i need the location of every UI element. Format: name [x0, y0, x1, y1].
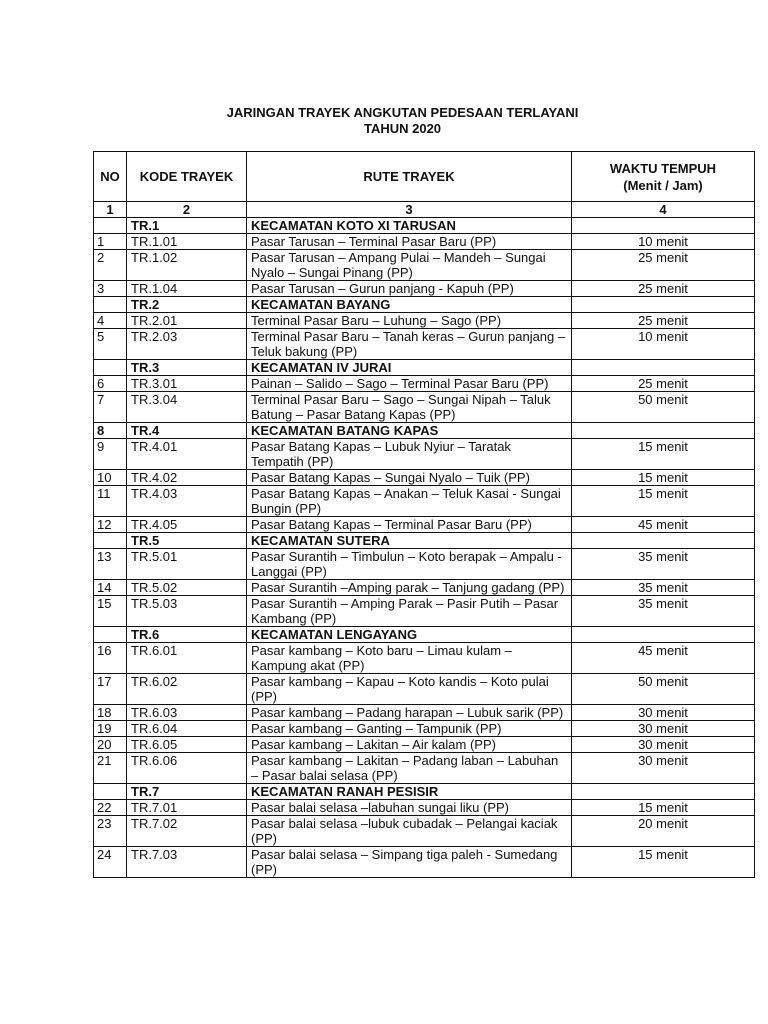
column-number: 3 [247, 202, 572, 218]
cell-rute-trayek: Pasar kambang – Lakitan – Air kalam (PP) [247, 737, 572, 753]
cell-waktu-tempuh: 10 menit [572, 329, 755, 360]
cell-waktu-tempuh: 50 menit [572, 674, 755, 705]
cell-rute-trayek: Terminal Pasar Baru – Luhung – Sago (PP) [247, 313, 572, 329]
table-row [94, 470, 755, 486]
cell-waktu-tempuh: 25 menit [572, 376, 755, 392]
cell-rute-trayek: Pasar Tarusan – Gurun panjang - Kapuh (PP) [247, 281, 572, 297]
table-row [94, 800, 755, 816]
table-row [94, 250, 755, 281]
cell-kode-trayek: TR.5 [127, 533, 247, 549]
cell-rute-trayek: Pasar Batang Kapas – Sungai Nyalo – Tuik (PP) [247, 470, 572, 486]
cell-waktu-tempuh [572, 423, 755, 439]
group-row [94, 533, 755, 549]
cell-waktu-tempuh: 15 menit [572, 439, 755, 470]
cell-rute-trayek: KECAMATAN RANAH PESISIR [247, 784, 572, 800]
cell-no [94, 218, 127, 234]
header-no: NO [94, 152, 127, 202]
table-row [94, 596, 755, 627]
cell-rute-trayek: Terminal Pasar Baru – Sago – Sungai Nipah – Taluk Batung – Pasar Batang Kapas (PP) [247, 392, 572, 423]
table-row [94, 753, 755, 784]
table-row [94, 313, 755, 329]
table-row [94, 643, 755, 674]
cell-rute-trayek: Pasar balai selasa –lubuk cubadak – Pelangai kaciak (PP) [247, 816, 572, 847]
cell-waktu-tempuh: 20 menit [572, 816, 755, 847]
table-row [94, 329, 755, 360]
cell-rute-trayek: Pasar kambang – Ganting – Tampunik (PP) [247, 721, 572, 737]
header-kode-trayek: KODE TRAYEK [127, 152, 247, 202]
cell-kode-trayek: TR.2.03 [127, 329, 247, 360]
cell-no [94, 360, 127, 376]
table-row [94, 737, 755, 753]
cell-waktu-tempuh [572, 360, 755, 376]
cell-kode-trayek: TR.5.01 [127, 549, 247, 580]
table-row [94, 234, 755, 250]
cell-waktu-tempuh [572, 533, 755, 549]
cell-rute-trayek: KECAMATAN SUTERA [247, 533, 572, 549]
column-number: 1 [94, 202, 127, 218]
cell-kode-trayek: TR.6.01 [127, 643, 247, 674]
cell-rute-trayek: Pasar Tarusan – Terminal Pasar Baru (PP) [247, 234, 572, 250]
cell-waktu-tempuh: 10 menit [572, 234, 755, 250]
cell-no: 18 [94, 705, 127, 721]
cell-waktu-tempuh: 30 menit [572, 705, 755, 721]
cell-waktu-tempuh: 15 menit [572, 470, 755, 486]
table-row [94, 392, 755, 423]
cell-rute-trayek: Pasar kambang – Padang harapan – Lubuk sarik (PP) [247, 705, 572, 721]
cell-rute-trayek: Pasar Batang Kapas – Anakan – Teluk Kasai - Sungai Bungin (PP) [247, 486, 572, 517]
cell-kode-trayek: TR.3.01 [127, 376, 247, 392]
cell-no: 20 [94, 737, 127, 753]
cell-kode-trayek: TR.6.05 [127, 737, 247, 753]
cell-waktu-tempuh: 45 menit [572, 517, 755, 533]
cell-rute-trayek: Painan – Salido – Sago – Terminal Pasar Baru (PP) [247, 376, 572, 392]
cell-kode-trayek: TR.7.03 [127, 847, 247, 878]
cell-rute-trayek: Terminal Pasar Baru – Tanah keras – Gurun panjang – Teluk bakung (PP) [247, 329, 572, 360]
table-row [94, 721, 755, 737]
cell-no: 6 [94, 376, 127, 392]
header-row [94, 152, 755, 202]
cell-no: 10 [94, 470, 127, 486]
cell-kode-trayek: TR.1.04 [127, 281, 247, 297]
table-body [94, 218, 755, 878]
cell-rute-trayek: Pasar Tarusan – Ampang Pulai – Mandeh – Sungai Nyalo – Sungai Pinang (PP) [247, 250, 572, 281]
cell-no: 2 [94, 250, 127, 281]
cell-no [94, 627, 127, 643]
cell-waktu-tempuh: 30 menit [572, 753, 755, 784]
cell-waktu-tempuh: 35 menit [572, 549, 755, 580]
cell-kode-trayek: TR.4.03 [127, 486, 247, 517]
cell-rute-trayek: Pasar balai selasa –labuhan sungai liku (PP) [247, 800, 572, 816]
cell-no: 9 [94, 439, 127, 470]
cell-waktu-tempuh: 30 menit [572, 737, 755, 753]
cell-waktu-tempuh: 45 menit [572, 643, 755, 674]
cell-no: 16 [94, 643, 127, 674]
group-row [94, 784, 755, 800]
cell-rute-trayek: Pasar kambang – Kapau – Koto kandis – Koto pulai (PP) [247, 674, 572, 705]
table-row [94, 439, 755, 470]
cell-waktu-tempuh: 15 menit [572, 486, 755, 517]
cell-waktu-tempuh: 35 menit [572, 580, 755, 596]
cell-kode-trayek: TR.7.02 [127, 816, 247, 847]
cell-rute-trayek: Pasar Surantih –Amping parak – Tanjung gadang (PP) [247, 580, 572, 596]
table-row [94, 549, 755, 580]
group-row [94, 360, 755, 376]
cell-kode-trayek: TR.5.03 [127, 596, 247, 627]
cell-kode-trayek: TR.1.01 [127, 234, 247, 250]
cell-kode-trayek: TR.3.04 [127, 392, 247, 423]
cell-no: 11 [94, 486, 127, 517]
cell-rute-trayek: Pasar Surantih – Amping Parak – Pasir Putih – Pasar Kambang (PP) [247, 596, 572, 627]
cell-kode-trayek: TR.6.06 [127, 753, 247, 784]
cell-waktu-tempuh: 35 menit [572, 596, 755, 627]
cell-no: 5 [94, 329, 127, 360]
cell-kode-trayek: TR.6 [127, 627, 247, 643]
table-row [94, 281, 755, 297]
cell-kode-trayek: TR.1.02 [127, 250, 247, 281]
cell-rute-trayek: KECAMATAN BAYANG [247, 297, 572, 313]
cell-no: 15 [94, 596, 127, 627]
cell-kode-trayek: TR.3 [127, 360, 247, 376]
cell-no: 22 [94, 800, 127, 816]
table-row [94, 705, 755, 721]
cell-rute-trayek: Pasar kambang – Lakitan – Padang laban – Labuhan – Pasar balai selasa (PP) [247, 753, 572, 784]
cell-no: 24 [94, 847, 127, 878]
cell-rute-trayek: Pasar Batang Kapas – Lubuk Nyiur – Taratak Tempatih (PP) [247, 439, 572, 470]
table-row [94, 847, 755, 878]
cell-rute-trayek: Pasar Batang Kapas – Terminal Pasar Baru (PP) [247, 517, 572, 533]
cell-waktu-tempuh: 25 menit [572, 250, 755, 281]
cell-kode-trayek: TR.6.04 [127, 721, 247, 737]
cell-rute-trayek: KECAMATAN KOTO XI TARUSAN [247, 218, 572, 234]
cell-rute-trayek: KECAMATAN LENGAYANG [247, 627, 572, 643]
cell-rute-trayek: Pasar Surantih – Timbulun – Koto berapak – Ampalu - Langgai (PP) [247, 549, 572, 580]
cell-kode-trayek: TR.7 [127, 784, 247, 800]
header-waktu-line-2: (Menit / Jam) [623, 177, 703, 193]
table-row [94, 517, 755, 533]
group-row [94, 218, 755, 234]
cell-waktu-tempuh: 25 menit [572, 281, 755, 297]
cell-no: 1 [94, 234, 127, 250]
header-waktu-line-1: WAKTU TEMPUH [609, 160, 717, 176]
title-line-1: JARINGAN TRAYEK ANGKUTAN PEDESAAN TERLAYANI [226, 105, 579, 120]
table-row [94, 376, 755, 392]
header-waktu-tempuh [572, 152, 755, 202]
cell-no: 14 [94, 580, 127, 596]
cell-kode-trayek: TR.5.02 [127, 580, 247, 596]
table-row [94, 816, 755, 847]
header-rute-trayek: RUTE TRAYEK [247, 152, 572, 202]
cell-kode-trayek: TR.2.01 [127, 313, 247, 329]
cell-waktu-tempuh [572, 297, 755, 313]
cell-kode-trayek: TR.1 [127, 218, 247, 234]
title-line-2: TAHUN 2020 [363, 121, 442, 136]
cell-waktu-tempuh [572, 627, 755, 643]
route-table [93, 151, 755, 878]
table-row [94, 486, 755, 517]
cell-no: 4 [94, 313, 127, 329]
table-row [94, 674, 755, 705]
cell-kode-trayek: TR.4.02 [127, 470, 247, 486]
cell-waktu-tempuh [572, 218, 755, 234]
cell-rute-trayek: KECAMATAN BATANG KAPAS [247, 423, 572, 439]
cell-no: 19 [94, 721, 127, 737]
cell-no: 3 [94, 281, 127, 297]
cell-rute-trayek: Pasar kambang – Koto baru – Limau kulam – Kampung akat (PP) [247, 643, 572, 674]
cell-no [94, 533, 127, 549]
cell-kode-trayek: TR.4 [127, 423, 247, 439]
cell-no [94, 784, 127, 800]
table-row [94, 580, 755, 596]
cell-kode-trayek: TR.6.03 [127, 705, 247, 721]
cell-no: 12 [94, 517, 127, 533]
cell-no [94, 297, 127, 313]
cell-waktu-tempuh: 25 menit [572, 313, 755, 329]
cell-kode-trayek: TR.7.01 [127, 800, 247, 816]
group-row [94, 423, 755, 439]
group-row [94, 627, 755, 643]
cell-no: 13 [94, 549, 127, 580]
cell-kode-trayek: TR.4.01 [127, 439, 247, 470]
cell-waktu-tempuh: 50 menit [572, 392, 755, 423]
cell-waktu-tempuh: 15 menit [572, 800, 755, 816]
document-title [0, 105, 768, 137]
cell-rute-trayek: Pasar balai selasa – Simpang tiga paleh - Sumedang (PP) [247, 847, 572, 878]
cell-no: 7 [94, 392, 127, 423]
cell-no: 8 [94, 423, 127, 439]
cell-rute-trayek: KECAMATAN IV JURAI [247, 360, 572, 376]
cell-kode-trayek: TR.4.05 [127, 517, 247, 533]
group-row [94, 297, 755, 313]
cell-no: 17 [94, 674, 127, 705]
column-number: 2 [127, 202, 247, 218]
cell-waktu-tempuh: 15 menit [572, 847, 755, 878]
cell-kode-trayek: TR.6.02 [127, 674, 247, 705]
cell-waktu-tempuh [572, 784, 755, 800]
column-number: 4 [572, 202, 755, 218]
cell-no: 21 [94, 753, 127, 784]
cell-no: 23 [94, 816, 127, 847]
column-number-row [94, 202, 755, 218]
cell-waktu-tempuh: 30 menit [572, 721, 755, 737]
cell-kode-trayek: TR.2 [127, 297, 247, 313]
